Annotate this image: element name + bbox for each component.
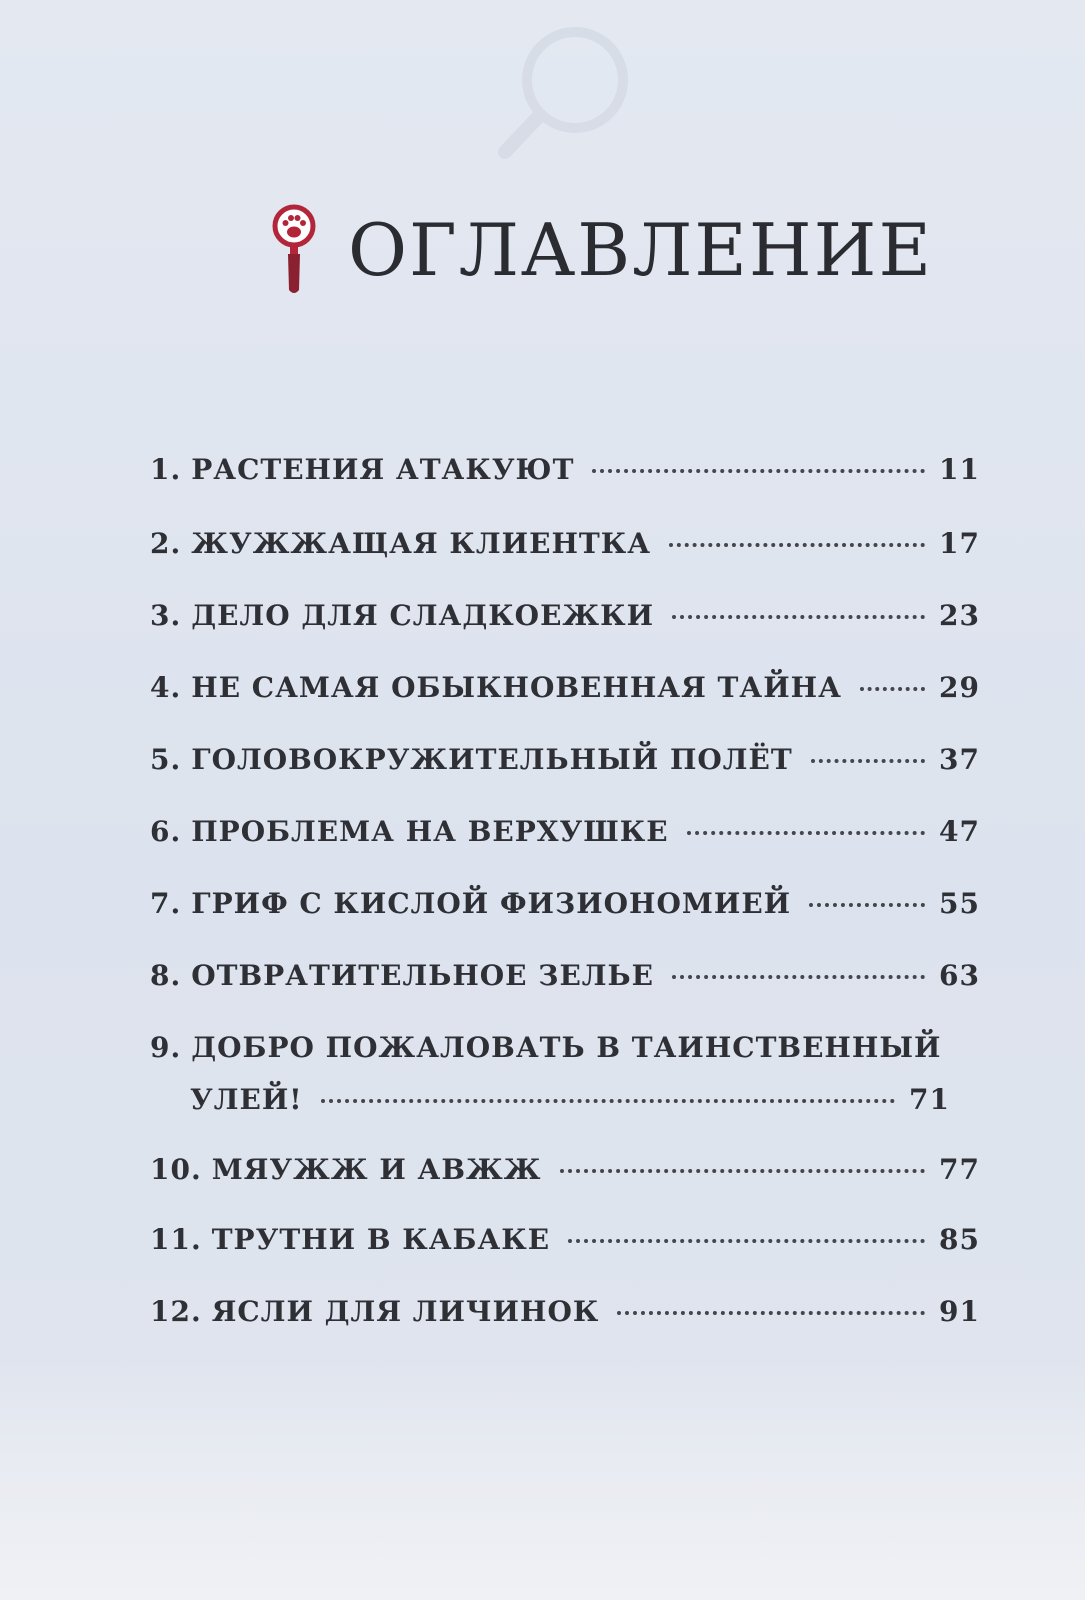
toc-leader-dots: [669, 543, 925, 547]
toc-entry-2: [150, 526, 980, 562]
toc-page-number: 71: [909, 1083, 950, 1116]
toc-page-number: 85: [939, 1223, 980, 1256]
toc-number: 5.: [150, 743, 182, 776]
toc-entry-6: [150, 814, 980, 850]
toc-entry-5: [150, 742, 980, 778]
toc-number: 4.: [150, 671, 182, 704]
toc-leader-dots: [672, 615, 925, 619]
toc-label-continuation: УЛЕЙ!: [190, 1083, 303, 1116]
toc-number: 11.: [150, 1223, 202, 1256]
toc-leader-dots: [617, 1311, 925, 1315]
toc-entry-8: [150, 958, 980, 994]
toc-page-number: 37: [939, 743, 980, 776]
toc-label: ОТВРАТИТЕЛЬНОЕ ЗЕЛЬЕ: [191, 959, 654, 992]
toc-number: 9.: [150, 1031, 182, 1064]
toc-label: ДОБРО ПОЖАЛОВАТЬ В ТАИНСТВЕННЫЙ: [191, 1031, 942, 1064]
page-title: ОГЛАВЛЕНИЕ: [348, 208, 933, 292]
toc-leader-dots: [687, 831, 926, 835]
toc-page-number: 29: [939, 671, 980, 704]
toc-page-number: 77: [939, 1153, 980, 1186]
toc-number: 10.: [150, 1153, 202, 1186]
toc-leader-dots: [809, 903, 925, 907]
toc-label: ГРИФ С КИСЛОЙ ФИЗИОНОМИЕЙ: [191, 887, 792, 920]
toc-entry-1: [150, 452, 980, 488]
toc-leader-dots: [321, 1099, 895, 1103]
toc-entry-7: [150, 886, 980, 922]
toc-entry-9: [150, 1030, 980, 1118]
toc-leader-dots: [860, 687, 925, 691]
toc-number: 7.: [150, 887, 182, 920]
page-bottom-shade: [0, 1360, 1085, 1600]
toc-page-number: 55: [939, 887, 980, 920]
toc-entry-11: [150, 1222, 980, 1258]
toc-page-number: 47: [939, 815, 980, 848]
toc-leader-dots: [811, 759, 925, 763]
toc-label: ДЕЛО ДЛЯ СЛАДКОЕЖКИ: [191, 599, 655, 632]
toc-entry-12: [150, 1294, 980, 1330]
toc-label: ПРОБЛЕМА НА ВЕРХУШКЕ: [191, 815, 669, 848]
toc-label: ТРУТНИ В КАБАКЕ: [211, 1223, 551, 1256]
toc-entry-3: [150, 598, 980, 634]
toc-label: ЯСЛИ ДЛЯ ЛИЧИНОК: [211, 1295, 600, 1328]
toc-leader-dots: [568, 1239, 925, 1243]
toc-label: ГОЛОВОКРУЖИТЕЛЬНЫЙ ПОЛЁТ: [191, 743, 793, 776]
toc-page-number: 17: [939, 527, 980, 560]
toc-number: 1.: [150, 453, 182, 486]
toc-label: ЖУЖЖАЩАЯ КЛИЕНТКА: [191, 527, 652, 560]
toc-number: 8.: [150, 959, 182, 992]
toc-leader-dots: [592, 469, 925, 473]
toc-label: НЕ САМАЯ ОБЫКНОВЕННАЯ ТАЙНА: [191, 671, 842, 704]
toc-page-number: 23: [939, 599, 980, 632]
toc-number: 3.: [150, 599, 182, 632]
toc-entry-10: [150, 1152, 980, 1188]
toc-entry-4: [150, 670, 980, 706]
toc-page-number: 91: [939, 1295, 980, 1328]
toc-number: 2.: [150, 527, 182, 560]
toc-leader-dots: [672, 975, 925, 979]
toc-leader-dots: [560, 1169, 926, 1173]
toc-page-number: 63: [939, 959, 980, 992]
toc-number: 12.: [150, 1295, 202, 1328]
toc-label: РАСТЕНИЯ АТАКУЮТ: [191, 453, 575, 486]
toc-label: МЯУЖЖ И АВЖЖ: [211, 1153, 542, 1186]
toc-page-number: 11: [939, 453, 980, 486]
toc-number: 6.: [150, 815, 182, 848]
